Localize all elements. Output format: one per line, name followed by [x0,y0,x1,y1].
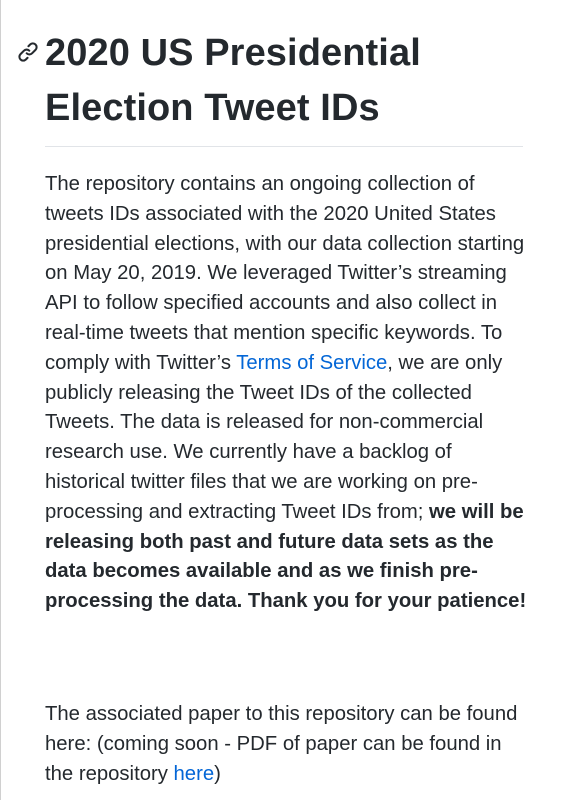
link-icon [17,41,39,63]
description-text-start: The repository contains an ongoing collection of tweets IDs associated with the 2020 United States presidential elections, with our data collection starting on May 20, 2019. We leveraged Twitter’s streaming API to follow specified accounts and also collect in real-time tweets that mention specific keywords. To comply with Twitter’s [45,173,525,374]
paper-note-text-end: ) [214,762,221,785]
paper-note-text-start: The associated paper to this repository can be found here: (coming soon - PDF of paper can be found in the repository [45,703,518,785]
paper-note-paragraph [45,700,535,789]
heading-anchor-link[interactable] [17,41,39,63]
description-paragraph [45,170,535,617]
release-notice-bold-text: we will be releasing both past and future data sets as the data becomes available and as we finish pre-processing the data. Thank you for your patience! [45,500,527,613]
page-title: 2020 US Presidential Election Tweet IDs [45,32,421,129]
description-text-middle: , we are only publicly releasing the Tweet IDs of the collected Tweets. The data is released for non-commercial research use. We currently have a backlog of historical twitter files that we are working on pre-processing and extracting Tweet IDs from; [45,351,503,523]
terms-of-service-link[interactable]: Terms of Service [236,351,388,374]
paper-here-link[interactable]: here [173,762,215,785]
heading-divider [45,146,523,147]
